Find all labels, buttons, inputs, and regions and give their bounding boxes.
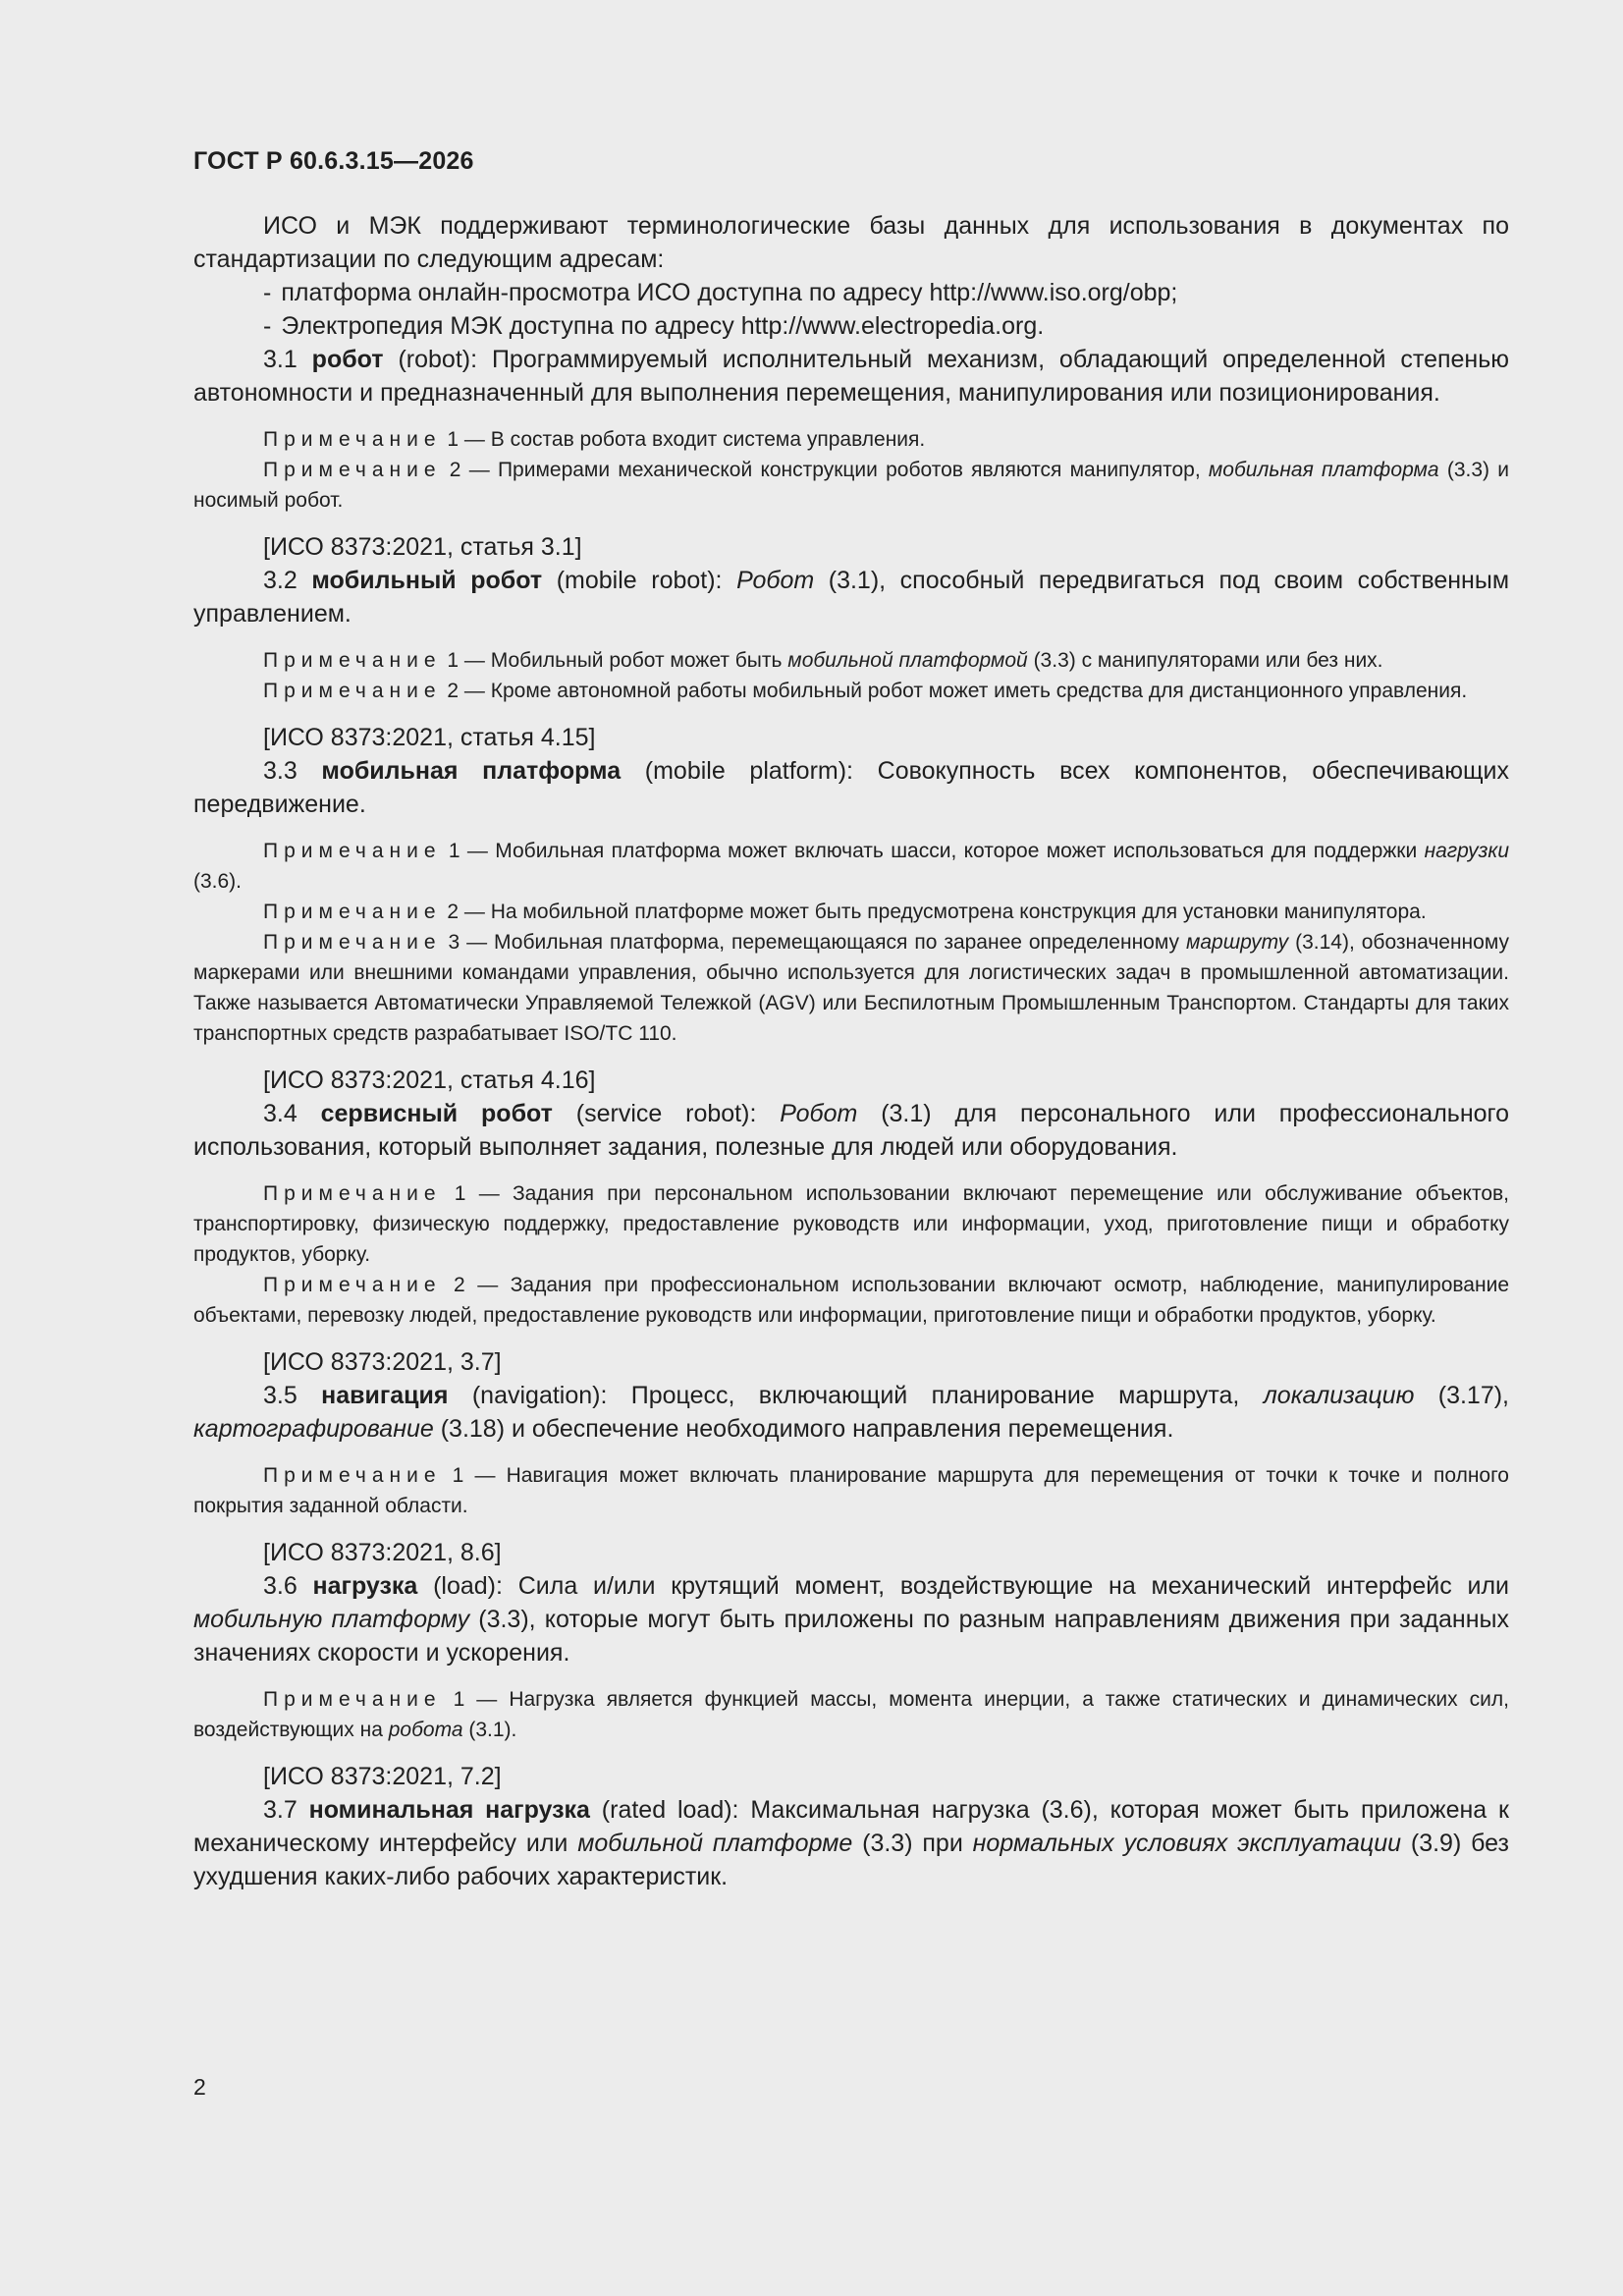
note: Примечание 1 — Навигация может включать планирование маршрута для перемещения от точки к точке и полного покрытия заданной области. (193, 1464, 1509, 1517)
term-title: мобильная платформа (321, 757, 622, 785)
notes-block (193, 645, 1509, 706)
note: Примечание 1 — Нагрузка является функцией массы, момента инерции, а также статических и динамических сил, воздействующих на робота (3.1). (193, 1688, 1509, 1741)
notes-block (193, 836, 1509, 1049)
note: Примечание 1 — В состав робота входит система управления. (263, 428, 926, 451)
source-reference: [ИСО 8373:2021, 7.2] (263, 1763, 502, 1790)
notes-block (193, 1178, 1509, 1331)
dash-marker: - (263, 312, 272, 340)
note: Примечание 2 — На мобильной платформе может быть предусмотрена конструкция для установки манипулятора. (263, 901, 1427, 923)
term-3-3: 3.3 мобильная платформа (mobile platform): Совокупность всех компонентов, обеспечивающих передвижение. (193, 757, 1509, 818)
note: Примечание 2 — Кроме автономной работы мобильный робот может иметь средства для дистанционного управления. (263, 680, 1468, 702)
list-item: - платформа онлайн-просмотра ИСО доступна по адресу http://www.iso.org/obp; (263, 279, 1178, 306)
term-3-7: 3.7 номинальная нагрузка (rated load): Максимальная нагрузка (3.6), которая может быть приложена к механическому интерфейсу или мобильной платформе (3.3) при нормальных условиях эксплуатации (3.9) без ухудшения каких-либо рабочих характеристик. (193, 1796, 1510, 1890)
note: Примечание 2 — Примерами механической конструкции роботов являются манипулятор, мобильная платформа (3.3) и носимый робот. (193, 459, 1509, 512)
page-number: 2 (193, 2074, 206, 2100)
term-title: сервисный робот (320, 1100, 553, 1127)
term-title: номинальная нагрузка (308, 1796, 590, 1824)
note: Примечание 3 — Мобильная платформа, перемещающаяся по заранее определенному маршруту (3.14), обозначенному маркерами или внешними командами управления, обычно используется для логистических задач в промышленной автоматизации. Также называется Автоматически Управляемой Тележкой (AGV) или Беспилотным Промышленным Транспортом. Стандарты для таких транспортных средств разрабатывает ISO/TC 110. (193, 931, 1510, 1045)
term-3-5: 3.5 навигация (navigation): Процесс, включающий планирование маршрута, локализацию (3.17), картографирование (3.18) и обеспечение необходимого направления перемещения. (193, 1382, 1509, 1443)
term-3-4: 3.4 сервисный робот (service robot): Робот (3.1) для персонального или профессионального использования, который выполняет задания, полезные для людей или оборудования. (193, 1100, 1509, 1161)
intro-paragraph: ИСО и МЭК поддерживают терминологические базы данных для использования в документах по стандартизации по следующим адресам: (193, 212, 1509, 273)
term-3-1: 3.1 робот (robot): Программируемый исполнительный механизм, обладающий определенной степенью автономности и предназначенный для выполнения перемещения, манипулирования или позиционирования. (193, 346, 1509, 407)
term-title: робот (311, 346, 384, 373)
term-title: нагрузка (312, 1572, 418, 1600)
term-title: навигация (321, 1382, 449, 1409)
term-title: мобильный робот (311, 567, 543, 594)
notes-block (193, 424, 1509, 516)
source-reference: [ИСО 8373:2021, 3.7] (263, 1348, 502, 1376)
document-header: ГОСТ Р 60.6.3.15—2026 (193, 147, 474, 175)
source-reference: [ИСО 8373:2021, статья 4.15] (263, 724, 596, 751)
term-3-6: 3.6 нагрузка (load): Сила и/или крутящий момент, воздействующие на механический интерфейс или мобильную платформу (3.3), которые могут быть приложены по разным направлениям движения при заданных значениях скорости и ускорения. (193, 1572, 1509, 1667)
note: Примечание 1 — Задания при персональном использовании включают перемещение или обслуживание объектов, транспортировку, физическую поддержку, предоставление руководств или информации, уход, приготовление пищи и обработку продуктов, уборку. (193, 1182, 1509, 1266)
source-reference: [ИСО 8373:2021, статья 3.1] (263, 533, 582, 561)
source-reference: [ИСО 8373:2021, 8.6] (263, 1539, 502, 1566)
notes-block (193, 1684, 1509, 1745)
source-reference: [ИСО 8373:2021, статья 4.16] (263, 1066, 596, 1094)
list-item: - Электропедия МЭК доступна по адресу http://www.electropedia.org. (263, 312, 1045, 340)
note: Примечание 1 — Мобильная платформа может включать шасси, которое может использоваться для поддержки нагрузки (3.6). (193, 840, 1509, 893)
document-page (193, 147, 1509, 1893)
note: Примечание 1 — Мобильный робот может быть мобильной платформой (3.3) с манипуляторами или без них. (263, 649, 1383, 672)
term-3-2: 3.2 мобильный робот (mobile robot): Робот (3.1), способный передвигаться под своим собственным управлением. (193, 567, 1510, 628)
note: Примечание 2 — Задания при профессиональном использовании включают осмотр, наблюдение, манипулирование объектами, перевозку людей, предоставление руководств или информации, приготовление пищи и обработки продуктов, уборку. (193, 1274, 1509, 1327)
dash-marker: - (263, 279, 272, 306)
notes-block (193, 1460, 1509, 1521)
